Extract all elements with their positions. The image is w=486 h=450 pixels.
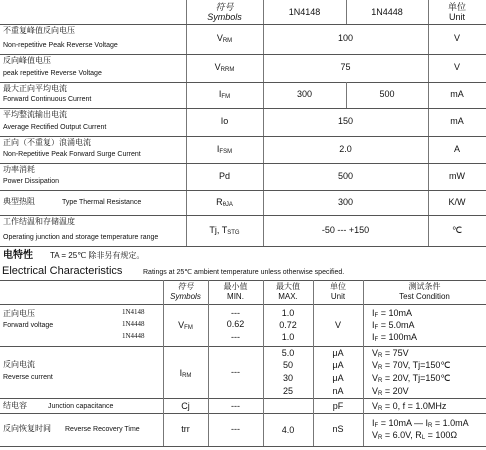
- ec-unit-header: Unit: [330, 292, 346, 301]
- forward-cond-2: IF = 5.0mA: [372, 320, 415, 331]
- capacitance-label: Junction capacitance: [48, 403, 114, 410]
- rating-cn-6: 典型热阻: [3, 196, 35, 206]
- reverse-unit-4: nA: [332, 386, 344, 396]
- rating-unit-4: A: [453, 143, 460, 154]
- capacitance-cond: VR = 0, f = 1.0MHz: [372, 401, 447, 412]
- reverse-cond-1: VR = 75V: [372, 348, 409, 359]
- symbols-header: Symbols: [207, 12, 242, 22]
- part-divider: [346, 82, 347, 108]
- rating-cn-5: 功率消耗: [3, 165, 35, 174]
- reverse-max-2: 50: [282, 360, 293, 370]
- rating-symbol-0: VRM: [216, 33, 233, 44]
- rating-symbol-6: RθJA: [216, 196, 233, 208]
- rating-unit-1: V: [453, 62, 460, 72]
- forward-cond-1: IF = 10mA: [372, 308, 412, 319]
- rating-unit-2: mA: [450, 89, 464, 99]
- ec-cond-cn-header: 测试条件: [408, 282, 441, 291]
- forward-min-1: ---: [231, 308, 240, 318]
- forward-unit: V: [334, 320, 341, 330]
- forward-voltage-label: Forward voltage: [3, 322, 54, 329]
- rating-cn-4: 正向（不重复）浪涌电流: [3, 138, 91, 147]
- forward-part-2: 1N4448: [122, 320, 145, 328]
- reverse-unit-2: μA: [332, 360, 344, 370]
- ec-min-header: MIN.: [227, 292, 244, 301]
- rating-value-1n4148-2: 300: [296, 89, 313, 99]
- rating-cn-3: 平均整流输出电流: [3, 110, 67, 119]
- rating-symbol-5: Pd: [218, 170, 230, 181]
- reverse-unit-1: μA: [332, 348, 344, 358]
- rating-en-6: Type Thermal Resistance: [62, 198, 142, 206]
- rating-unit-7: ℃: [451, 224, 463, 235]
- recovery-label: Reverse Recovery Time: [65, 426, 140, 433]
- rating-symbol-1: VRRM: [214, 62, 235, 73]
- rating-en-7: Operating junction and storage temperature range: [3, 234, 159, 241]
- rating-cn-0: 不重复峰值反向电压: [3, 26, 75, 35]
- rating-symbol-4: IFSM: [216, 143, 233, 155]
- capacitance-cn: 结电容: [3, 401, 27, 410]
- rating-value-0: 100: [337, 33, 354, 43]
- ec-cond-header: Test Condition: [399, 292, 450, 301]
- forward-min-2: 0.62: [226, 319, 245, 329]
- reverse-symbol: IRM: [179, 368, 192, 379]
- rating-unit-3: mA: [450, 116, 464, 126]
- electrical-heading-cn: 电特性: [3, 250, 33, 261]
- reverse-min: ---: [231, 367, 240, 377]
- capacitance-unit: pF: [332, 401, 344, 411]
- recovery-cn: 反向恢复时间: [3, 424, 51, 433]
- recovery-symbol: trr: [181, 424, 190, 434]
- rating-value-7: -50 --- +150: [321, 224, 370, 235]
- recovery-cond-2: VR = 6.0V, RL = 100Ω: [372, 430, 458, 441]
- rating-value-1n4448-2: 500: [379, 89, 395, 99]
- forward-max-1: 1.0: [281, 308, 295, 318]
- reverse-max-1: 5.0: [281, 348, 295, 358]
- rating-en-5: Power Dissipation: [3, 178, 60, 185]
- rating-unit-5: mW: [449, 170, 465, 181]
- forward-part-1: 1N4148: [122, 308, 145, 316]
- rating-unit-6: K/W: [448, 196, 466, 207]
- rating-value-1: 75: [340, 62, 351, 72]
- rating-symbol-2: IFM: [218, 89, 231, 100]
- forward-voltage-cn: 正向电压: [3, 309, 35, 318]
- symbols-cn-header: 符号: [215, 2, 234, 12]
- unit-cn-header: 单位: [447, 2, 466, 12]
- rating-cn-7: 工作结温和存储温度: [3, 217, 75, 226]
- recovery-max: 4.0: [281, 425, 295, 435]
- reverse-current-label: Reverse current: [3, 374, 53, 381]
- reverse-cond-2: VR = 70V, Tj=150℃: [372, 360, 451, 371]
- reverse-unit-3: μA: [332, 373, 344, 383]
- rating-symbol-7: Tj, TSTG: [209, 224, 240, 236]
- recovery-unit: nS: [332, 424, 344, 434]
- rating-value-4: 2.0: [339, 143, 352, 154]
- ec-symbols-cn-header: 符号: [177, 282, 194, 291]
- recovery-min: ---: [231, 424, 240, 434]
- ec-max-header: MAX.: [278, 292, 298, 301]
- rating-en-2: Forward Continuous Current: [3, 96, 92, 103]
- reverse-cond-4: VR = 20V: [372, 386, 409, 397]
- electrical-heading-note-cn: TA = 25℃ 除非另有规定。: [50, 251, 145, 260]
- forward-min-3: ---: [231, 332, 240, 342]
- rating-cn-1: 反向峰值电压: [3, 56, 51, 65]
- rating-value-3: 150: [337, 116, 354, 126]
- rating-en-0: Non-repetitive Peak Reverse Voltage: [3, 42, 118, 49]
- recovery-cond-1: IF = 10mA — IR = 1.0mA: [372, 418, 469, 429]
- rating-value-6: 300: [337, 196, 354, 207]
- ec-max-cn-header: 最大值: [276, 282, 300, 291]
- forward-symbol: VFM: [178, 320, 193, 331]
- reverse-max-4: 25: [282, 386, 293, 396]
- rating-unit-0: V: [453, 33, 460, 43]
- reverse-cond-3: VR = 20V, Tj=150℃: [372, 373, 451, 384]
- unit-header: Unit: [448, 12, 465, 22]
- ec-unit-cn-header: 单位: [330, 282, 346, 291]
- rating-en-4: Non-Repetitive Peak Forward Surge Current: [3, 151, 141, 158]
- capacitance-symbol: Cj: [181, 401, 190, 411]
- capacitance-min: ---: [231, 401, 240, 411]
- rating-en-1: peak repetitive Reverse Voltage: [3, 70, 102, 77]
- forward-cond-3: IF = 100mA: [372, 332, 417, 343]
- rating-cn-2: 最大正向平均电流: [3, 84, 67, 93]
- reverse-current-cn: 反向电流: [3, 360, 35, 369]
- electrical-title: Electrical Characteristics: [2, 265, 123, 277]
- reverse-max-3: 30: [282, 373, 293, 383]
- forward-max-3: 1.0: [281, 332, 295, 342]
- rating-value-5: 500: [337, 170, 354, 181]
- electrical-title-note: Ratings at 25℃ ambient temperature unless otherwise specified.: [143, 269, 345, 276]
- part-1n4448-header: 1N4448: [371, 7, 403, 17]
- ec-symbols-header: Symbols: [170, 292, 201, 301]
- rating-symbol-3: Io: [220, 116, 229, 126]
- forward-part-3: 1N4448: [122, 332, 145, 340]
- ec-min-cn-header: 最小值: [223, 282, 248, 291]
- rating-en-3: Average Rectified Output Current: [3, 124, 107, 131]
- forward-max-2: 0.72: [279, 320, 297, 330]
- part-1n4148-header: 1N4148: [288, 7, 321, 17]
